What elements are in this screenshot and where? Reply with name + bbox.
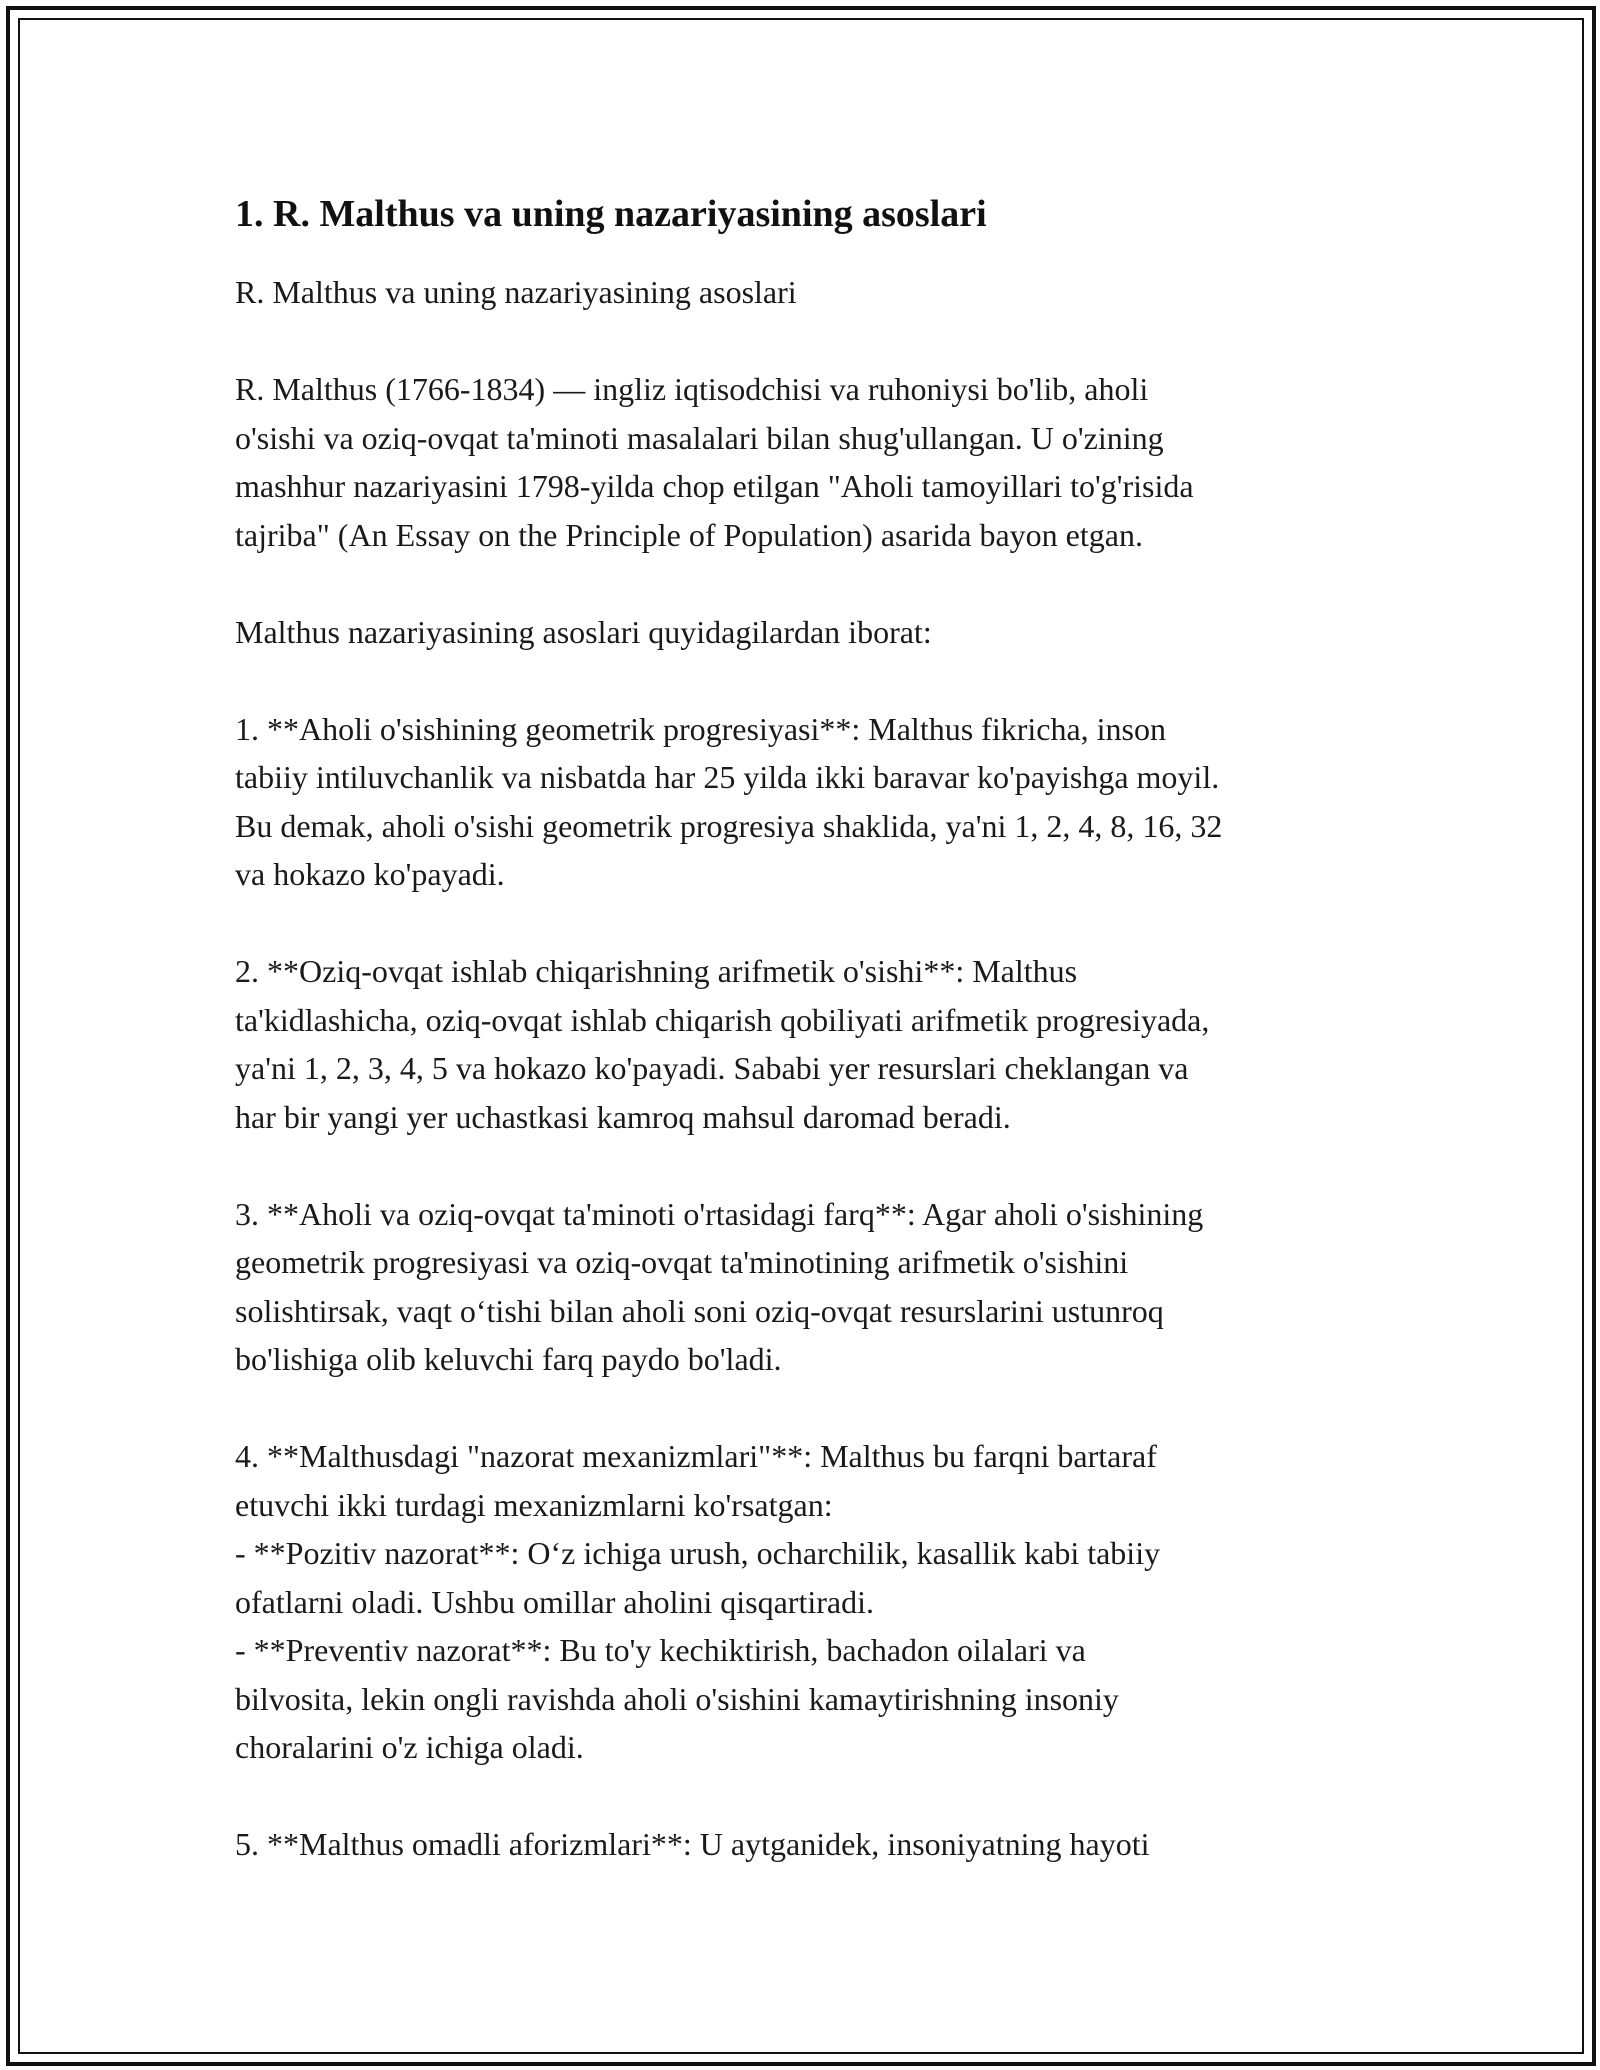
biography-paragraph: R. Malthus (1766-1834) — ingliz iqtisodchisi va ruhoniysi bo'lib, aholi o'sishi va oziq-ovqat ta'minoti masalalari bilan shug'ullangan. U o'zining mashhur nazariyasini 1798-yilda chop etilgan "Aholi tamoyillari to'g'risida tajriba" (An Essay on the Principle of Population) asarida bayon etgan.: [235, 371, 1194, 553]
list-intro-paragraph: Malthus nazariyasining asoslari quyidagilardan iborat:: [235, 613, 932, 650]
point-4-paragraph: 4. **Malthusdagi "nazorat mexanizmlari"**: Malthus bu farqni bartaraf etuvchi ikki turdagi mexanizmlarni ko'rsatgan: - **Pozitiv nazorat**: O‘z ichiga urush, ocharchilik, kasallik kabi tabiiy ofatlarni oladi. Ushbu omillar aholini qisqartiradi. - **Preventiv nazorat**: Bu to'y kechiktirish, bachadon oilalari va bilvosita, lekin ongli ravishda aholi o'sishini kamaytirishning insoniy choralarini o'z ichiga oladi.: [235, 1438, 1161, 1765]
point-3-paragraph: 3. **Aholi va oziq-ovqat ta'minoti o'rtasidagi farq**: Agar aholi o'sishining geometrik progresiyasi va oziq-ovqat ta'minotining arifmetik o'sishini solishtirsak, vaqt o‘tishi bilan aholi soni oziq-ovqat resurslarini ustunroq bo'lishiga olib keluvchi farq paydo bo'ladi.: [235, 1195, 1204, 1377]
point-1-paragraph: 1. **Aholi o'sishining geometrik progresiyasi**: Malthus fikricha, inson tabiiy intiluvchanlik va nisbatda har 25 yilda ikki baravar ko'payishga moyil. Bu demak, aholi o'sishi geometrik progresiya shaklida, ya'ni 1, 2, 4, 8, 16, 32 va hokazo ko'payadi.: [235, 710, 1223, 892]
section-heading: 1. R. Malthus va uning nazariyasining asoslari: [235, 193, 987, 235]
document-body: [235, 188, 1385, 1869]
intro-line: R. Malthus va uning nazariyasining asoslari: [235, 274, 797, 310]
point-2-paragraph: 2. **Oziq-ovqat ishlab chiqarishning arifmetik o'sishi**: Malthus ta'kidlashicha, oziq-ovqat ishlab chiqarish qobiliyati arifmetik progresiyada, ya'ni 1, 2, 3, 4, 5 va hokazo ko'payadi. Sababi yer resurslari cheklangan va har bir yangi yer uchastkasi kamroq mahsul daromad beradi.: [235, 953, 1210, 1135]
point-5-paragraph: 5. **Malthus omadli aforizmlari**: U aytganidek, insoniyatning hayoti: [235, 1826, 1150, 1862]
